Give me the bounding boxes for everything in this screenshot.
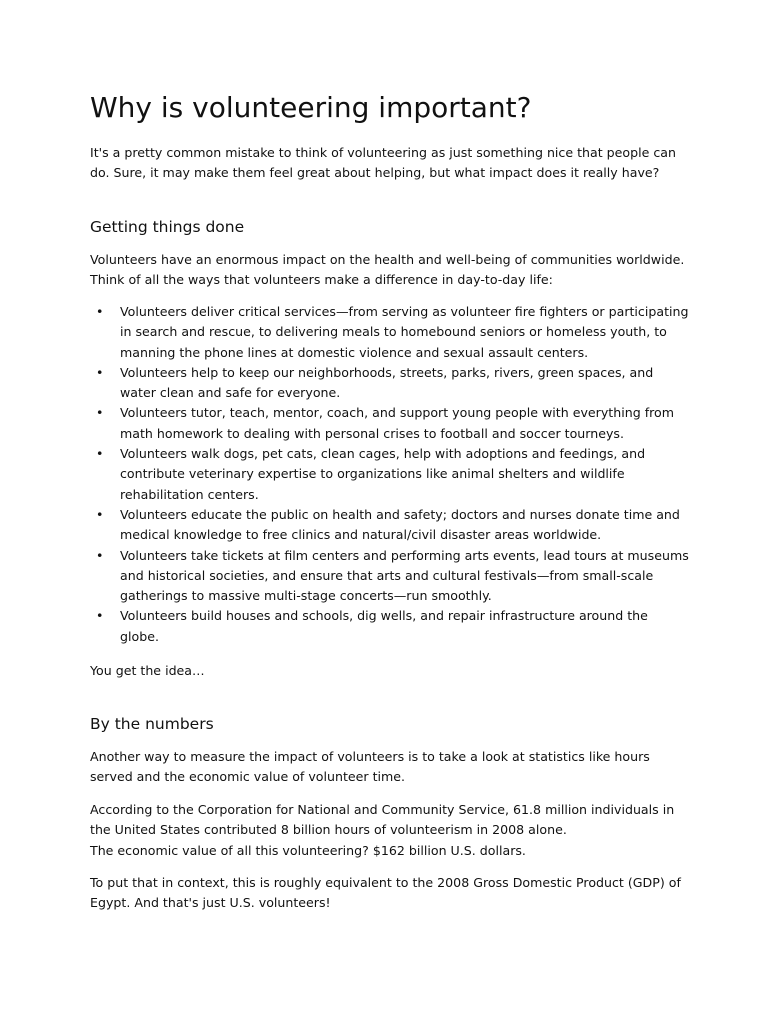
list-item [90, 546, 690, 607]
bullet-icon: • [96, 405, 104, 421]
list-item-text: Volunteers tutor, teach, mentor, coach, and support young people with everything from math homework to dealing with personal crises to football and soccer tourneys. [120, 405, 674, 441]
list-item-text: Volunteers help to keep our neighborhoods, streets, parks, rivers, green spaces, and water clean and safe for everyone. [120, 364, 654, 401]
list-item [90, 606, 690, 647]
volunteer-activities-list [90, 302, 690, 647]
bullet-icon: • [96, 446, 104, 462]
list-item [90, 302, 690, 363]
list-item [90, 505, 690, 546]
list-item-text: Volunteers take tickets at film centers and performing arts events, lead tours at museums and historical societies, and ensure that arts and cultural festivals—from small-scale gatherings to massive multi-stage concerts—run smoothly. [120, 547, 689, 604]
list-item-text: Volunteers walk dogs, pet cats, clean cages, help with adoptions and feedings, and contribute veterinary expertise to organizations like animal shelters and wildlife rehabilitation centers. [120, 446, 646, 502]
section1-closing: You get the idea… [90, 663, 205, 678]
list-item-text: Volunteers build houses and schools, dig wells, and repair infrastructure around the globe. [120, 608, 648, 644]
section1-lead-paragraph: Volunteers have an enormous impact on the health and well-being of communities worldwide. Think of all the ways that volunteers make a difference in day-to-day life: [90, 252, 685, 288]
bullet-icon: • [96, 304, 104, 319]
list-item-text: Volunteers educate the public on health and safety; doctors and nurses donate time and medical knowledge to free clinics and natural/civil disaster areas worldwide. [120, 506, 680, 543]
section-heading-by-the-numbers: By the numbers [90, 715, 214, 733]
section2-paragraph-2 [90, 800, 690, 861]
bullet-icon: • [96, 547, 104, 563]
economic-value-text: The economic value of all this volunteering? $162 billion U.S. dollars. [90, 842, 526, 858]
list-item [90, 363, 690, 404]
list-item [90, 444, 690, 505]
intro-paragraph: It's a pretty common mistake to think of volunteering as just something nice that people can do. Sure, it may make them feel great about helping, but what impact does it really have? [90, 145, 676, 181]
bullet-icon: • [96, 506, 104, 522]
section2-paragraph-3: To put that in context, this is roughly equivalent to the 2008 Gross Domestic Product (GDP) of Egypt. And that's just U.S. volunteers! [90, 875, 681, 911]
section-heading-getting-things-done: Getting things done [90, 218, 245, 236]
statistics-text: According to the Corporation for National and Community Service, 61.8 million individuals in the United States contributed 8 billion hours of volunteerism in 2008 alone. [90, 802, 675, 838]
section2-paragraph-1: Another way to measure the impact of volunteers is to take a look at statistics like hours served and the economic value of volunteer time. [90, 749, 650, 785]
list-item-text: Volunteers deliver critical services—from serving as volunteer fire fighters or participating in search and rescue, to delivering meals to homebound seniors or homeless youth, to manning the phone lines at domestic violence and sexual assault centers. [120, 304, 689, 360]
bullet-icon: • [96, 364, 104, 380]
page-title: Why is volunteering important? [90, 91, 532, 124]
list-item [90, 403, 690, 444]
bullet-icon: • [96, 608, 104, 624]
